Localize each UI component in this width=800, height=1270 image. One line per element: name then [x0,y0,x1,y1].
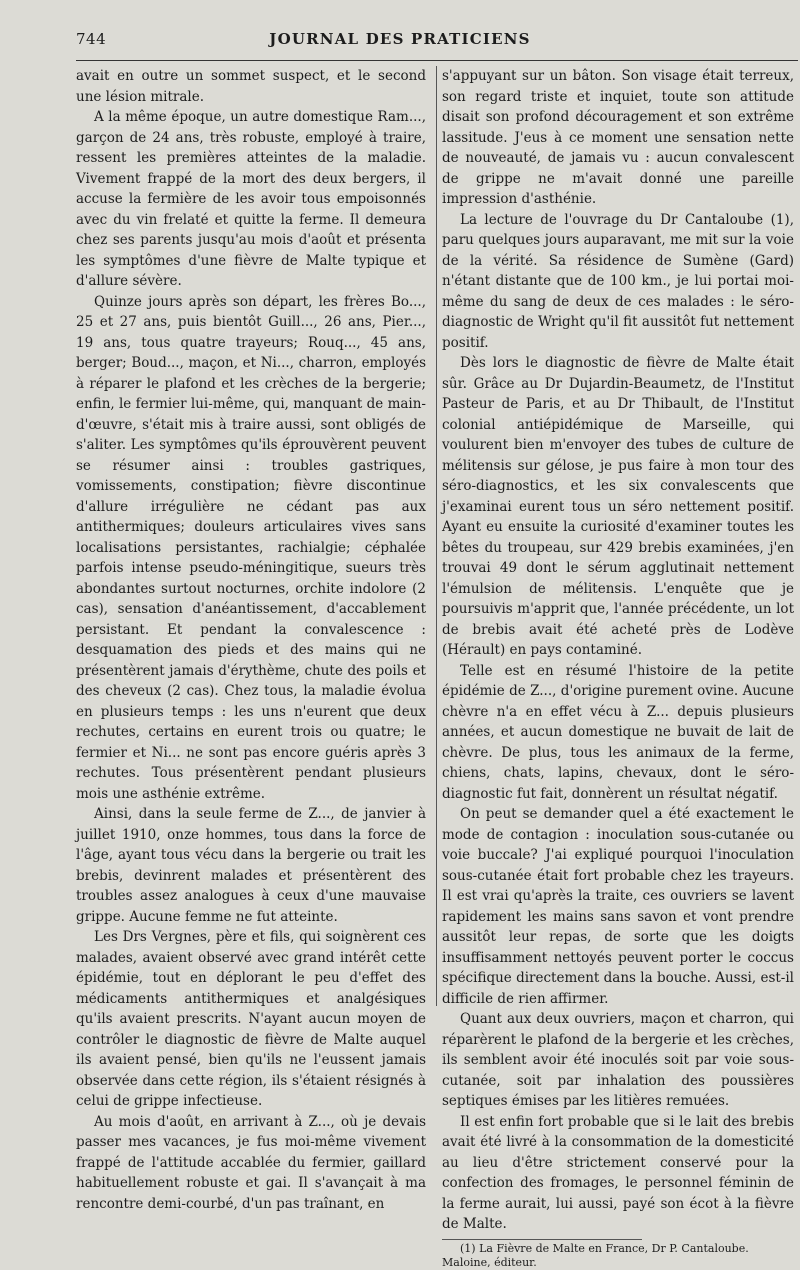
journal-title: JOURNAL DES PRATICIENS [269,30,531,48]
page-number: 744 [76,30,107,48]
paragraph: On peut se demander quel a été exactement le mode de contagion : inoculation sous-cutanée ou voie buccale? J'ai expliqué pourquoi l'inoculation sous-cutanée était fort probable chez les trayeurs. Il est vrai qu'après la traite, ces ouvriers se lavent rapidement les mains sans savon et vont prendre aussitôt leur repas, de sorte que les doigts insuffisamment nettoyés peuvent porter le coccus spécifique directement dans la bouche. Aussi, est-il difficile de rien affirmer. [442,806,794,1007]
paragraph: Telle est en résumé l'histoire de la petite épidémie de Z..., d'origine purement ovine. Aucune chèvre n'a en effet vécu à Z... depuis plusieurs années, et aucun domestique ne buvait de lait de chèvre. De plus, tous les animaux de la ferme, chiens, chats, lapins, chevaux, dont le séro-diagnostic fut fait, donnèrent un résultat négatif. [442,662,794,802]
footnote-rule [442,1239,642,1240]
paragraph: Les Drs Vergnes, père et fils, qui soignèrent ces malades, avaient observé avec grand intérêt cette épidémie, tout en déplorant le peu d'effet des médicaments antithermiques et analgésiques qu'ils avaient prescrits. N'ayant aucun moyen de contrôler le diagnostic de fièvre de Malte auquel ils avaient pensé, bien qu'ils ne l'eussent jamais observée dans cette région, ils s'étaient résignés à celui de grippe infectieuse. [76,929,426,1109]
paragraph: avait en outre un sommet suspect, et le second une lésion mitrale. [76,68,426,105]
running-header [0,30,800,52]
paragraph: Au mois d'août, en arrivant à Z..., où je devais passer mes vacances, je fus moi-même vivement frappé de l'attitude accablée du fermier, gaillard habituellement robuste et gai. Il s'avançait à ma rencontre demi-courbé, d'un pas traînant, en [76,1113,426,1212]
left-column [76,66,426,1214]
paragraph: A la même époque, un autre domestique Ram..., garçon de 24 ans, très robuste, employé à traire, ressent les premières atteintes de la maladie. Vivement frappé de la mort des deux bergers, il accuse la fermière de les avoir tous empoisonnés avec du vin frelaté et quitte la ferme. Il demeura chez ses parents jusqu'au mois d'août et présenta les symptômes d'une fièvre de Malte typique et d'allure sévère. [76,109,426,289]
paragraph: La lecture de l'ouvrage du Dr Cantaloube (1), paru quelques jours auparavant, me mit sur la voie de la vérité. Sa résidence de Sumène (Gard) n'étant distante que de 100 km., je lui portai moi-même du sang de deux de ces malades : le séro-diagnostic de Wright qu'il fit aussitôt fut nettement positif. [442,211,794,351]
right-column [442,66,794,1270]
paragraph: Il est enfin fort probable que si le lait des brebis avait été livré à la consommation de la domesticité au lieu d'être strictement conservé pour la confection des fromages, le personnel féminin de la ferme aurait, lui aussi, payé son écot à la fièvre de Malte. [442,1113,794,1232]
paragraph: Quinze jours après son départ, les frères Bo..., 25 et 27 ans, puis bientôt Guill..., 26 ans, Pier..., 19 ans, tous quatre trayeurs; Rouq..., 45 ans, berger; Boud..., maçon, et Ni..., charron, employés à réparer le plafond et les crèches de la bergerie; enfin, le fermier lui-même, qui, manquant de main-d'œuvre, s'était mis à traire aussi, sont obligés de s'aliter. Les symptômes qu'ils éprouvèrent peuvent se résumer ainsi : troubles gastriques, vomissements, constipation; fièvre discontinue d'allure irrégulière ne cédant pas aux antithermiques; douleurs articulaires vives sans localisations persistantes, rachialgie; céphalée parfois intense pseudo-méningitique, sueurs très abondantes surtout nocturnes, orchite indolore (2 cas), sensation d'anéantissement, d'accablement persistant. Et pendant la convalescence : desquamation des pieds et des mains qui ne présentèrent jamais d'érythème, chute des poils et des cheveux (2 cas). Chez tous, la maladie évolua en plusieurs temps : les uns n'eurent que deux rechutes, certains en eurent trois ou quatre; le fermier et Ni... ne sont pas encore guéris après 3 rechutes. Tous présentèrent pendant plusieurs mois une asthénie extrême. [76,293,426,802]
paragraph: Ainsi, dans la seule ferme de Z..., de janvier à juillet 1910, onze hommes, tous dans la force de l'âge, ayant tous vécu dans la bergerie ou trait les brebis, devinrent malades et présentèrent des troubles assez analogues à ceux d'une mauvaise grippe. Aucune femme ne fut atteinte. [76,806,426,925]
paragraph: Dès lors le diagnostic de fièvre de Malte était sûr. Grâce au Dr Dujardin-Beaumetz, de l'Institut Pasteur de Paris, et au Dr Thibault, de l'Institut colonial antiépidémique de Marseille, qui voulurent bien m'envoyer des tubes de culture de mélitensis sur gélose, je pus faire à mon tour des séro-diagnostics, et les six convalescents que j'examinai eurent tous un séro nettement positif. Ayant eu ensuite la curiosité d'examiner toutes les bêtes du troupeau, sur 429 brebis examinées, j'en trouvai 49 dont le sérum agglutinait nettement l'émulsion de mélitensis. L'enquête que je poursuivis m'apprit que, l'année précédente, un lot de brebis avait été acheté près de Lodève (Hérault) en pays contaminé. [442,355,794,658]
column-divider [436,66,437,1006]
paragraph: Quant aux deux ouvriers, maçon et charron, qui réparèrent le plafond de la bergerie et les crèches, ils semblent avoir été inoculés soit par voie sous-cutanée, soit par inhalation des poussières septiques émises par les litières remuées. [442,1011,794,1109]
header-rule [76,60,798,61]
footnote: (1) La Fièvre de Malte en France, Dr P. Cantaloube. Maloine, éditeur. [442,1241,749,1269]
paragraph: s'appuyant sur un bâton. Son visage était terreux, son regard triste et inquiet, toute son attitude disait son profond découragement et son extrême lassitude. J'eus à ce moment une sensation nette de nouveauté, de jamais vu : aucun convalescent de grippe ne m'avait donné une pareille impression d'asthénie. [442,68,794,207]
